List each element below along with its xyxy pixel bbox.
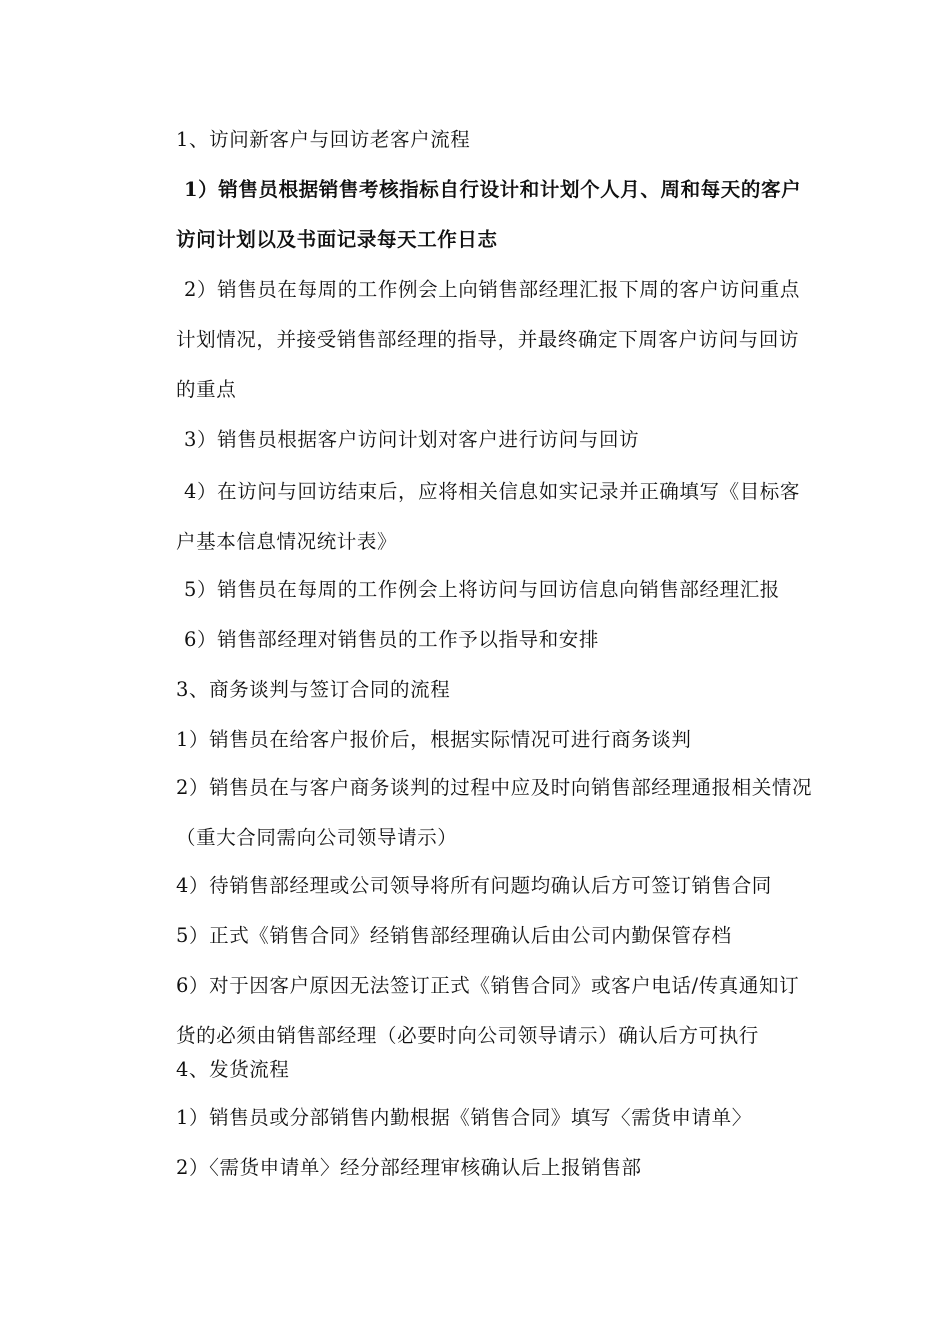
step-line: 6）对于因客户原因无法签订正式《销售合同》或客户电话/传真通知订 — [176, 974, 800, 997]
step-line-continued: 计划情况，并接受销售部经理的指导，并最终确定下周客户访问与回访 — [176, 328, 800, 351]
step-line: 1）销售员在给客户报价后，根据实际情况可进行商务谈判 — [176, 728, 692, 751]
step-line: 2）销售员在与客户商务谈判的过程中应及时向销售部经理通报相关情况 — [176, 776, 813, 799]
step-line-continued: 户基本信息情况统计表》 — [176, 530, 398, 553]
step-line: 2）〈需货申请单〉经分部经理审核确认后上报销售部 — [176, 1156, 642, 1179]
step-line-continued: 访问计划以及书面记录每天工作日志 — [176, 228, 498, 251]
step-line-continued: （重大合同需向公司领导请示） — [176, 826, 458, 849]
step-line-continued: 货的必须由销售部经理（必要时向公司领导请示）确认后方可执行 — [176, 1024, 759, 1047]
section-heading-1: 1、访问新客户与回访老客户流程 — [176, 128, 471, 151]
step-line: 1）销售员根据销售考核指标自行设计和计划个人月、周和每天的客户 — [184, 178, 802, 201]
section-heading-4: 4、发货流程 — [176, 1058, 290, 1081]
step-line: 2）销售员在每周的工作例会上向销售部经理汇报下周的客户访问重点 — [184, 278, 801, 301]
step-line: 3）销售员根据客户访问计划对客户进行访问与回访 — [184, 428, 640, 451]
step-line: 5）正式《销售合同》经销售部经理确认后由公司内勤保管存档 — [176, 924, 732, 947]
step-line: 5）销售员在每周的工作例会上将访问与回访信息向销售部经理汇报 — [184, 578, 780, 601]
step-line: 4）在访问与回访结束后，应将相关信息如实记录并正确填写《目标客 — [184, 480, 801, 503]
section-heading-3: 3、商务谈判与签订合同的流程 — [176, 678, 451, 701]
step-line: 6）销售部经理对销售员的工作予以指导和安排 — [184, 628, 600, 651]
step-line-continued: 的重点 — [176, 378, 237, 401]
step-line: 1）销售员或分部销售内勤根据《销售合同》填写〈需货申请单〉 — [176, 1106, 752, 1129]
step-line: 4）待销售部经理或公司领导将所有问题均确认后方可签订销售合同 — [176, 874, 772, 897]
